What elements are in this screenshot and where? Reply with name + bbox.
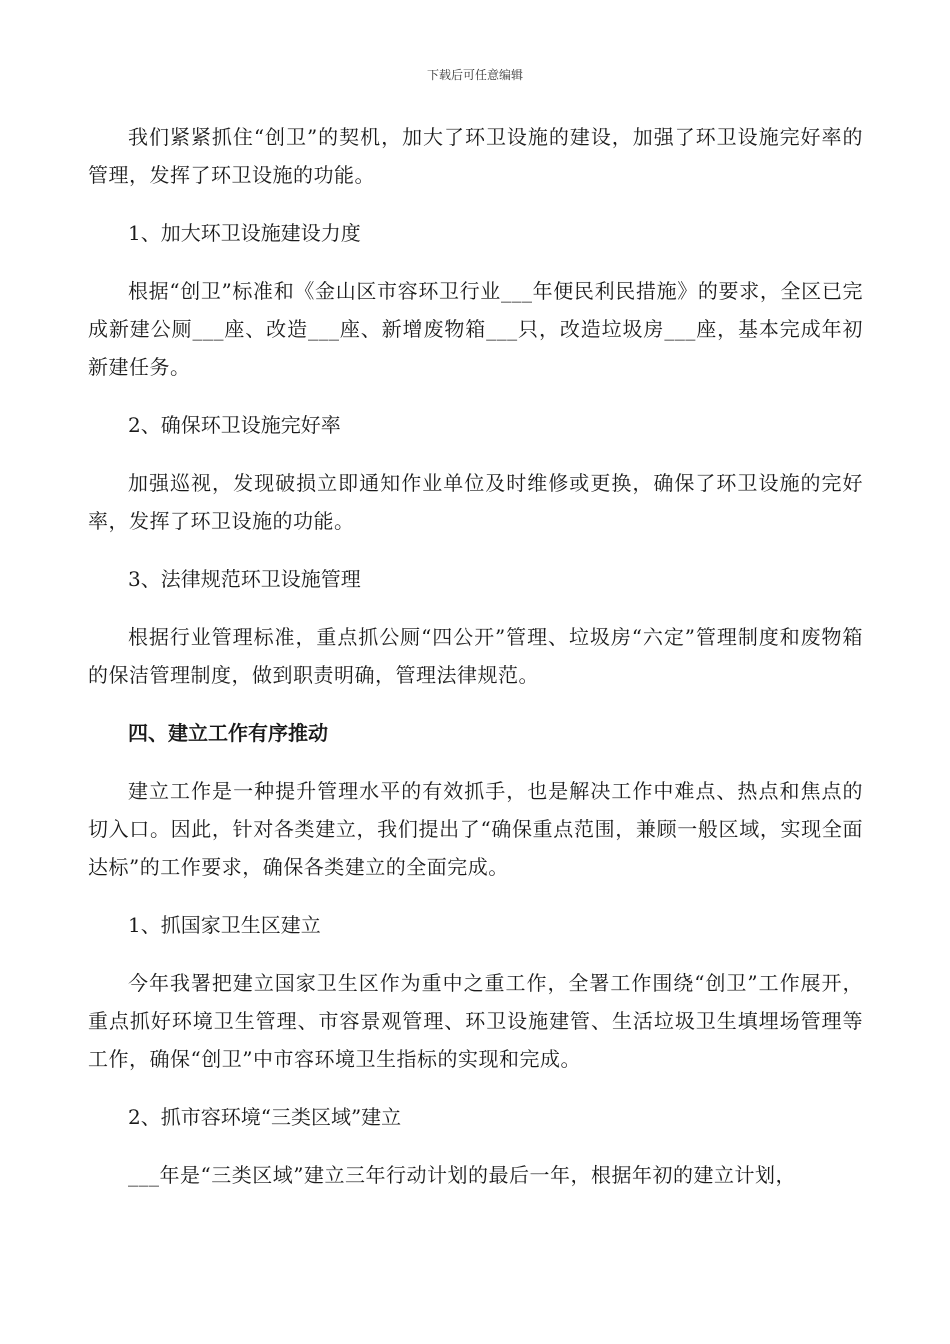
section-heading: 四、建立工作有序推动 [128,721,328,745]
subheading: 2、抓市容环境“三类区域”建立 [128,1105,402,1129]
paragraph: 根据“创卫”标准和《金山区市容环卫行业___年便民利民措施》的要求，全区已完成新建公厕___座、改造___座、新增废物箱___只，改造垃圾房___座，基本完成年初新建任务。 [88,279,863,379]
paragraph: ___年是“三类区域”建立三年行动计划的最后一年，根据年初的建立计划， [128,1163,796,1187]
paragraph: 建立工作是一种提升管理水平的有效抓手，也是解决工作中难点、热点和焦点的切入口。因此，针对各类建立，我们提出了“确保重点范围，兼顾一般区域，实现全面达标”的工作要求，确保各类建立的全面完成。 [88,779,863,879]
subheading: 2、确保环卫设施完好率 [128,413,341,437]
page-header: 下载后可任意编辑 [426,68,523,82]
paragraph: 我们紧紧抓住“创卫”的契机，加大了环卫设施的建设，加强了环卫设施完好率的管理，发挥了环卫设施的功能。 [88,125,863,187]
subheading: 1、抓国家卫生区建立 [128,913,321,937]
paragraph: 加强巡视，发现破损立即通知作业单位及时维修或更换，确保了环卫设施的完好率，发挥了环卫设施的功能。 [88,471,863,533]
paragraph: 今年我署把建立国家卫生区作为重中之重工作，全署工作围绕“创卫”工作展开，重点抓好环境卫生管理、市容景观管理、环卫设施建管、生活垃圾卫生填埋场管理等工作，确保“创卫”中市容环境卫生指标的实现和完成。 [88,971,863,1071]
paragraph: 根据行业管理标准，重点抓公厕“四公开”管理、垃圾房“六定”管理制度和废物箱的保洁管理制度，做到职责明确，管理法律规范。 [88,625,863,687]
document-body [88,118,863,1214]
subheading: 1、加大环卫设施建设力度 [128,221,361,245]
subheading: 3、法律规范环卫设施管理 [128,567,361,591]
